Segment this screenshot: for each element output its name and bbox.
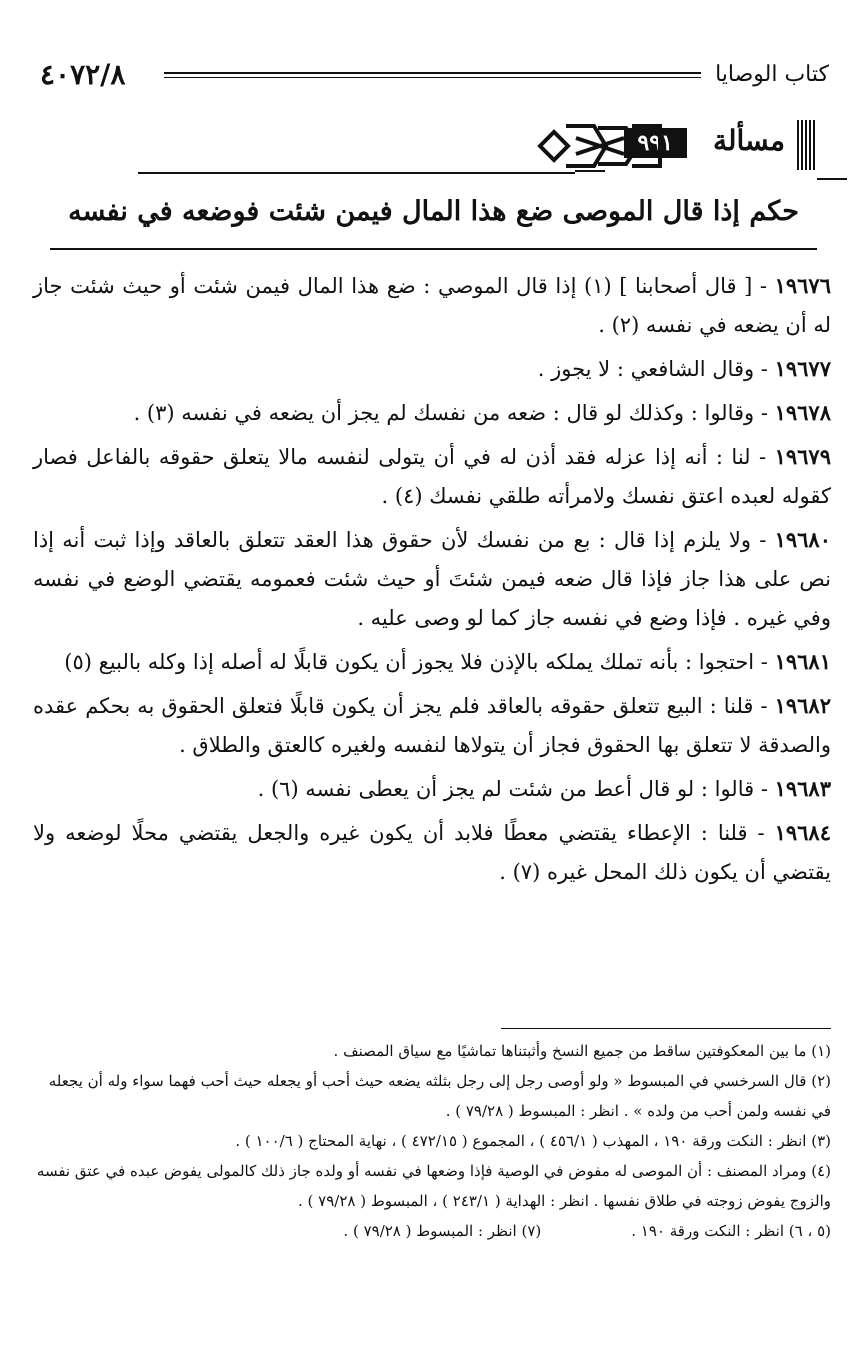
footnote: (١) ما بين المعكوفتين ساقط من جميع النسخ وأثبتناها تماشيًا مع سياق المصنف . xyxy=(333,1042,831,1060)
paragraph-text: - قلنا : الإعطاء يقتضي معطًا فلابد أن يكون غيره والجعل يقتضي محلًا لوضعه ولا يقتضي أن يكون ذلك المحل غيره (٧) . xyxy=(33,821,831,884)
paragraph xyxy=(33,813,831,892)
footnote: (٤) ومراد المصنف : أن الموصى له مفوض في الوصية فإذا وضعها في نفسه أو ولده جاز ذلك كالمولى يفوض عبده في عتق نفسه والزوج يفوض زوجته في طلاق نفسها . انظر : الهداية ( ٢٤٣/١ ) ، المبسوط ( ٧٩/٢٨ ) . xyxy=(36,1162,831,1210)
running-header xyxy=(40,58,829,92)
paragraph-text: - لنا : أنه إذا عزله فقد أذن له في أن يتولى لنفسه مالا يتعلق حقوقه بالفاعل فصار كقوله لعبده اعتق نفسك ولامرأته طلقي نفسك (٤) . xyxy=(33,445,831,508)
paragraph-number: ١٩٦٧٧ xyxy=(774,356,831,381)
section-heading: حكم إذا قال الموصى ضع هذا المال فيمن شئت فوضعه في نفسه xyxy=(68,196,799,227)
paragraph xyxy=(33,266,831,345)
paragraph-text: - وقال الشافعي : لا يجوز . xyxy=(537,357,775,381)
paragraph xyxy=(33,349,831,389)
paragraph xyxy=(33,642,831,682)
paragraph-number: ١٩٦٨٢ xyxy=(774,693,831,718)
body-text xyxy=(33,266,831,896)
paragraph-text: - وقالوا : وكذلك لو قال : ضعه من نفسك لم يجز أن يضعه في نفسه (٣) . xyxy=(133,401,775,425)
knot-ornament-icon xyxy=(536,116,664,176)
footnote: (٥ ، ٦) انظر : النكت ورقة ١٩٠ . xyxy=(631,1222,831,1240)
footnote: (٢) قال السرخسي في المبسوط « ولو أوصى رجل إلى رجل بثلثه يضعه حيث أحب أو يجعله حيث أحب فهما سواء وله أن يجعله في نفسه ولمن أحب من ولده » . انظر : المبسوط ( ٧٩/٢٨ ) . xyxy=(48,1072,831,1120)
heading-rule xyxy=(50,248,817,250)
banner-right-rule xyxy=(817,178,847,180)
masala-number: ٩٩١ xyxy=(624,128,687,158)
paragraph-text: - [ قال أصحابنا ] (١) إذا قال الموصي : ضع هذا المال فيمن شئت أو حيث شئت جاز له أن يضعه في نفسه (٢) . xyxy=(33,274,831,337)
paragraph-number: ١٩٦٨٠ xyxy=(774,527,831,552)
striped-bar-ornament xyxy=(797,120,815,170)
running-title: كتاب الوصايا xyxy=(715,62,829,87)
footnote: (٧) انظر : المبسوط ( ٧٩/٢٨ ) . xyxy=(343,1222,542,1240)
paragraph-number: ١٩٦٨١ xyxy=(774,649,831,674)
paragraph-number: ١٩٦٧٦ xyxy=(774,273,831,298)
page-number: ٤٠٧٢/٨ xyxy=(40,58,126,91)
banner-rule xyxy=(138,172,575,174)
paragraph xyxy=(33,520,831,638)
paragraph-number: ١٩٦٧٩ xyxy=(774,444,831,469)
paragraph xyxy=(33,686,831,765)
paragraph-number: ١٩٦٨٣ xyxy=(774,776,831,801)
header-rule xyxy=(164,72,701,78)
footnotes xyxy=(33,1036,831,1246)
paragraph-text: - ولا يلزم إذا قال : بع من نفسك لأن حقوق هذا العقد تتعلق بالعاقد وإذا ثبت أنه إذا نص على هذا جاز فإذا قال ضعه فيمن شئتَ أو حيث شئت فعمومه يقتضي الوضع في نفسه وفي غيره . فإذا وضع في نفسه جاز كما لو وصى عليه . xyxy=(33,528,831,630)
paragraph-number: ١٩٦٨٤ xyxy=(774,820,831,845)
paragraph xyxy=(33,769,831,809)
masala-banner xyxy=(0,116,867,180)
footnote-rule xyxy=(501,1028,831,1029)
paragraph-text: - قالوا : لو قال أعط من شئت لم يجز أن يعطى نفسه (٦) . xyxy=(257,777,775,801)
footnote-pair xyxy=(33,1216,831,1246)
footnote: (٣) انظر : النكت ورقة ١٩٠ ، المهذب ( ٤٥٦/١ ) ، المجموع ( ٤٧٢/١٥ ) ، نهاية المحتاج ( ١٠٠/٦ ) . xyxy=(235,1132,831,1150)
paragraph-text: - قلنا : البيع تتعلق حقوقه بالعاقد فلم يجز أن يكون قابلًا فتعلق الحقوق به بحكم عقده والصدقة لا تتعلق بها الحقوق فجاز أن يتولاها لنفسه ولغيره كالعتق والطلاق . xyxy=(33,694,831,757)
paragraph-number: ١٩٦٧٨ xyxy=(774,400,831,425)
masala-label: مسألة xyxy=(712,124,785,157)
paragraph xyxy=(33,393,831,433)
paragraph-text: - احتجوا : بأنه تملك يملكه بالإذن فلا يجوز أن يكون قابلًا له أصله إذا وكله بالبيع (٥) xyxy=(64,650,775,674)
paragraph xyxy=(33,437,831,516)
